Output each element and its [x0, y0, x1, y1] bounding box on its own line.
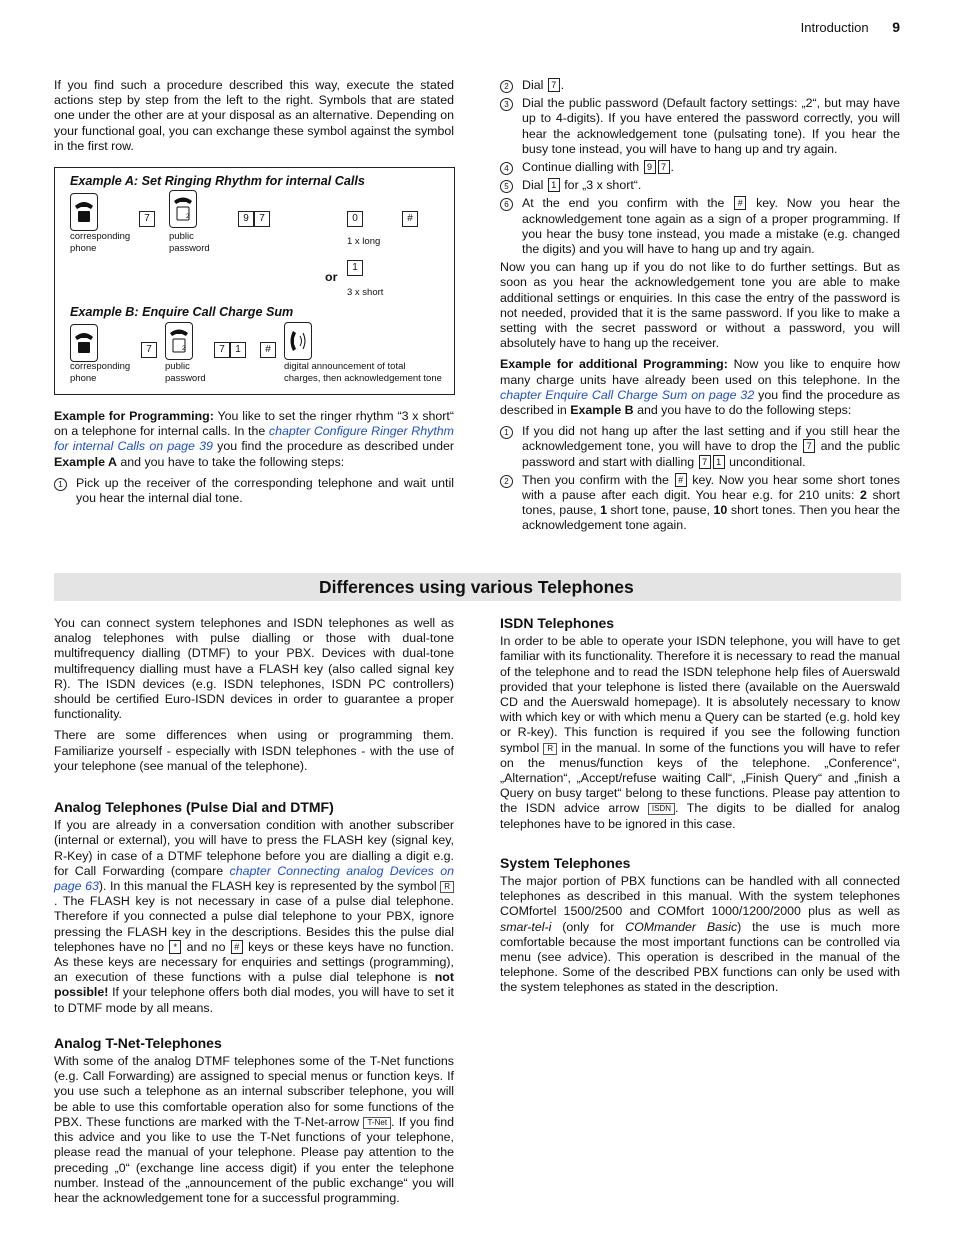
hang-up-paragraph: Now you can hang up if you do not like to do further settings. But as soon as you hear the acknowledgement tone you are able to make additional settings or enquiries. In this case the entry of the password is not needed, provided that it is the same password. If you like to make a setting with the secret password or without a password, you will absolutely have to hang up the receiver. — [500, 260, 900, 351]
key-1: 1 — [713, 455, 725, 469]
left-top-column-2 — [54, 409, 454, 509]
example-a-phone-label: corresponding phone — [70, 231, 131, 254]
phone-lock-icon — [165, 322, 193, 360]
tnet-paragraph: With some of the analog DTMF telephones some of the T-Net functions (e.g. Call Forwarding) are assigned to special menus or function keys. If you use such a telephone as an internal subscriber telephone, you will be able to use this comfortable operation also for some functions of the PBX. These functions are marked with the T-Net-arrow T-Net . If you find this advice and you like to use the T-Net functions of your telephone, please read the manual of your telephone. Please pay attention to the preceding „0“ (exchange line access digit) if you enter the telephone number. Instead of the „announcement of the public exchange“ you will hear the acknowledgement tone for a successful programming. — [54, 1054, 454, 1205]
key-star: * — [169, 940, 181, 954]
analog-paragraph: If you are already in a conversation condition with another subscriber (internal or external), you will have to press the FLASH key (signal key, R-Key) in case of a DTMF telephone before you are dialling a digit e.g. for Call Forwarding (compare chapter Connecting analog Devices on page 63). In this manual the FLASH key is represented by the symbol R. The FLASH key is not necessary in case of a pulse dial telephone. Therefore if you connected a pulse dial telephone to your PBX, ignore pressing the FLASH key in the descriptions. Besides this the pulse dial telephones have no * and no # keys or these keys have no function. As these keys are necessary for enquiries and settings (programming), an execution of these functions with a pulse dial telephone is not possible! If your telephone offers both dial modes, you will have to set it to DTMF mode by all means. — [54, 818, 455, 1015]
short-label: 3 x short — [347, 287, 384, 298]
phone-icon — [70, 193, 98, 231]
key-1: 1 — [347, 260, 363, 276]
isdn-heading: ISDN Telephones — [500, 615, 615, 631]
step-2: 2 Dial 7 . — [500, 78, 900, 93]
key-hash: # — [260, 342, 276, 358]
step-3: 3 Dial the public password (Default factory settings: „2“, but may have up to 4-digits). If you have entered the password correctly, you will hear the acknowledgement tone (pulsating tone). If you hear the busy tone instead, you will have to hang up and try again. — [500, 96, 900, 157]
step-b1: 1 If you did not hang up after the last setting and if you still hear the acknowledgement tone, you will have to drop the 7 and the public password and start with dialling 7 1 unconditional. — [500, 424, 900, 470]
key-hash: # — [675, 473, 687, 487]
step-1: 1 Pick up the receiver of the corresponding telephone and wait until you hear the internal dial tone. — [54, 476, 454, 506]
chapter-link[interactable]: chapter Enquire Call Charge Sum on page 32 — [500, 387, 755, 402]
example-a-title: Example A: Set Ringing Rhythm for internal Calls — [70, 174, 365, 188]
differences-paragraph: There are some differences when using or programming them. Familiarize yourself - especially with ISDN telephones - with the use of your telephone (see manual of the telephone). — [54, 728, 454, 773]
phone-lock-icon — [169, 190, 197, 228]
key-1: 1 — [230, 342, 246, 358]
query-symbol-icon: R — [543, 743, 557, 755]
key-7: 7 — [803, 439, 815, 453]
key-7: 7 — [699, 455, 711, 469]
key-0: 0 — [347, 211, 363, 227]
section-title: Introduction — [800, 20, 869, 35]
example-b-title: Example B: Enquire Call Charge Sum — [70, 305, 294, 319]
isdn-arrow-icon: ISDN — [648, 803, 675, 815]
handset-announcement-icon — [284, 322, 312, 360]
key-hash: # — [231, 940, 243, 954]
or-label: or — [325, 270, 338, 284]
left-bottom-column — [54, 616, 454, 1212]
key-9: 9 — [644, 160, 656, 174]
tnet-heading: Analog T-Net-Telephones — [54, 1034, 222, 1051]
key-7: 7 — [141, 342, 157, 358]
step-5: 5 Dial 1 for „3 x short“. — [500, 178, 900, 193]
chapter-link[interactable]: chapter Configure Ringer Rhythm for internal Calls on page 39 — [54, 424, 454, 454]
key-7: 7 — [139, 211, 155, 227]
additional-programming-paragraph: Example for additional Programming: Now you like to enquire how many charge units have already been used on this telephone. In the chapter Enquire Call Charge Sum on page 32 you find the procedure as described in Example B and you have to do the following steps: — [500, 357, 900, 418]
key-7: 7 — [548, 78, 560, 92]
example-a-password-label: public password — [169, 231, 210, 254]
analog-heading: Analog Telephones (Pulse Dial and DTMF) — [54, 799, 334, 816]
flash-key-icon: R — [440, 881, 454, 893]
left-top-column — [54, 78, 454, 160]
key-9: 9 — [238, 211, 254, 227]
isdn-paragraph: In order to be able to operate your ISDN telephone, you will have to get familiar with its functionality. Therefore it is necessary to read the manual of the telephone and to read the ISDN telephone help files of Auerswald provided that your telephone is listed there (available on the Auerswald CD and the Auerswald homepage). It is absolutely necessary to know with which key or with which menu a Query can be started (e.g. hold key or R-key). This function is required if you see the following function symbol R in the manual. In some of the functions you will have to refer on the menus/function keys of the telephone. „Conference“, „Alternation“, „Accept/refuse waiting Call“, „Finish Query“ and „finish a Query on busy target“ belong to these functions. Please pay attention to the ISDN advice arrow ISDN . The digits to be dialled for analog telephones have to be ignored in this case. — [500, 634, 900, 831]
page-number: 9 — [892, 19, 900, 35]
step-4: 4 Continue dialling with 9 7 . — [500, 160, 900, 175]
key-7: 7 — [254, 211, 270, 227]
key-1: 1 — [548, 178, 560, 192]
announcement-label: digital announcement of total charges, then acknowledgement tone — [284, 361, 442, 384]
key-7: 7 — [658, 160, 670, 174]
example-b-phone-label: corresponding phone — [70, 361, 131, 384]
key-hash: # — [734, 196, 746, 210]
system-heading: System Telephones — [500, 854, 631, 871]
key-hash: # — [402, 211, 418, 227]
intro-paragraph: If you find such a procedure described this way, execute the stated actions step by step from the left to the right. Symbols that are stated one under the other are at your disposal as an alternative. Depending on your functional goal, you can exchange these symbol against the symbol in the first row. — [54, 78, 454, 153]
step-6: 6 At the end you confirm with the # key. Now you hear the acknowledgement tone again as a sign of a proper programming. If you hear the busy tone instead, you made a mistake (e.g. changed the digits) and you will have to hang up and try again. — [500, 196, 900, 257]
system-paragraph: The major portion of PBX functions can be handled with all connected telephones as described in this manual. With the system telephones COMfortel 1500/2500 and COMfort 1000/1200/2000 plus as well as smar-tel-i (only for COMmander Basic) the use is much more comfortable because the most important functions can be controlled via menu (see advice). This operation is described in the manual of the telephone. Some of the described PBX functions can only be used with the system telephones as stated in the description. — [500, 874, 900, 995]
long-label: 1 x long — [347, 236, 381, 247]
svg-text:2: 2 — [182, 346, 186, 352]
section-banner — [54, 573, 901, 601]
telephones-intro-paragraph: You can connect system telephones and ISDN telephones as well as analog telephones with pulse dialling or those with dual-tone multifrequency dialling (DTMF) to your PBX. Devices with dual-tone multifrequency dialling must have a FLASH key (also called signal key R). The ISDN devices (e.g. ISDN telephones, ISDN PC controllers) should be certified Euro-ISDN devices in order to guarantee a proper functionality. — [54, 616, 454, 722]
example-b-password-label: public password — [165, 361, 206, 384]
tnet-arrow-icon: T-Net — [363, 1117, 391, 1129]
right-top-column — [500, 78, 900, 537]
right-bottom-column — [500, 616, 900, 1002]
section-heading: Differences using various Telephones — [319, 577, 634, 597]
programming-paragraph: Example for Programming: You like to set the ringer rhythm “3 x short“ on a telephone for internal calls. In the chapter Configure Ringer Rhythm for internal Calls on page 39 you find the procedure as described under Example A and you have to take the following steps: — [54, 409, 455, 469]
example-box — [54, 167, 455, 395]
key-7: 7 — [214, 342, 230, 358]
chapter-link[interactable]: chapter Connecting analog Devices on page 63 — [54, 863, 455, 894]
svg-text:2: 2 — [186, 214, 190, 220]
step-b2: 2 Then you confirm with the # key. Now you hear some short tones with a pause after each digit. You hear e.g. for 210 units: 2 short tones, pause, 1 short tone, pause, 10 short tones. Then you hear the acknowledgement tone again. — [500, 473, 900, 534]
page-header — [801, 20, 900, 35]
phone-icon — [70, 324, 98, 362]
